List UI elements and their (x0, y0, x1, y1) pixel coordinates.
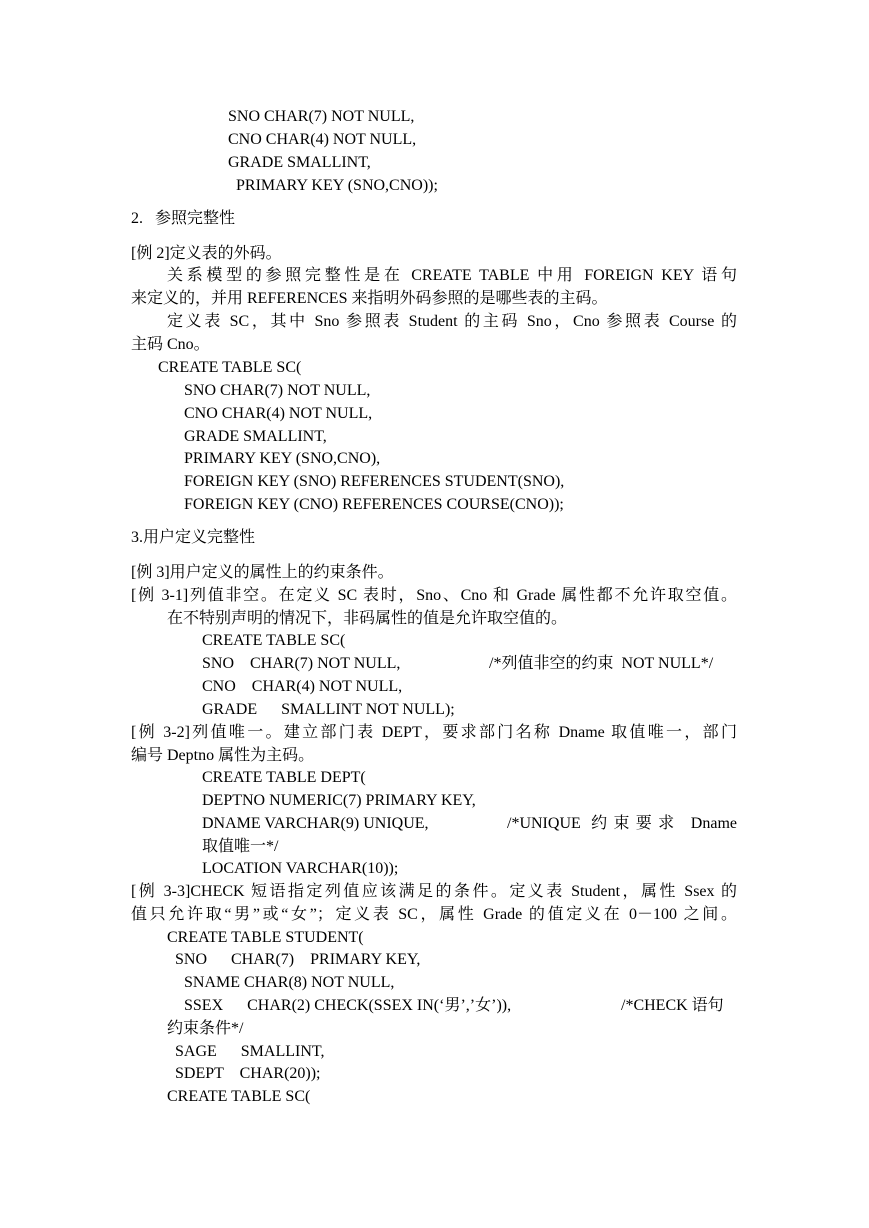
paragraph-line: 值只允许取“男”或“女”；定义表 SC，属性 Grade 的值定义在 0－100 之间。 (131, 906, 737, 923)
code-line: SNO CHAR(7) NOT NULL, (202, 655, 401, 672)
code-comment: /*CHECK 语句 (621, 997, 724, 1014)
code-line: CREATE TABLE DEPT( (202, 769, 366, 786)
code-line: CREATE TABLE SC( (167, 1088, 311, 1105)
code-line: GRADE SMALLINT NOT NULL); (202, 701, 455, 718)
code-line: DNAME VARCHAR(9) UNIQUE, (202, 815, 429, 832)
code-line: DEPTNO NUMERIC(7) PRIMARY KEY, (202, 792, 476, 809)
paragraph-line: 定义表 SC，其中 Sno 参照表 Student 的主码 Sno，Cno 参照表 Course 的 (167, 313, 737, 330)
code-line: GRADE SMALLINT, (228, 154, 371, 171)
code-line: FOREIGN KEY (SNO) REFERENCES STUDENT(SNO), (184, 473, 565, 490)
paragraph-line: 主码 Cno。 (131, 336, 210, 353)
code-line: SNAME CHAR(8) NOT NULL, (184, 974, 395, 991)
code-line: SSEX CHAR(2) CHECK(SSEX IN(‘男’,’女’)), (184, 997, 512, 1014)
paragraph-line: [例 3-1]列值非空。在定义 SC 表时，Sno、Cno 和 Grade 属性都不允许取空值。 (131, 587, 737, 604)
paragraph-line: 来定义的，并用 REFERENCES 来指明外码参照的是哪些表的主码。 (131, 290, 608, 307)
paragraph-line: 在不特别声明的情况下，非码属性的值是允许取空值的。 (167, 610, 568, 627)
code-line: 约束条件*/ (167, 1020, 244, 1037)
code-line: CNO CHAR(4) NOT NULL, (228, 131, 417, 148)
code-comment: /*列值非空的约束 NOT NULL*/ (489, 655, 714, 672)
code-line: CNO CHAR(4) NOT NULL, (184, 405, 373, 422)
paragraph-line: [例 3-3]CHECK 短语指定列值应该满足的条件。定义表 Student，属性 Ssex 的 (131, 883, 737, 900)
code-line: LOCATION VARCHAR(10)); (202, 860, 399, 877)
code-line: PRIMARY KEY (SNO,CNO)); (228, 177, 438, 194)
code-line: 取值唯一*/ (202, 838, 279, 855)
code-line: CREATE TABLE STUDENT( (167, 929, 364, 946)
code-line: SAGE SMALLINT, (175, 1043, 325, 1060)
example-title: [例 2]定义表的外码。 (131, 245, 282, 262)
code-line: PRIMARY KEY (SNO,CNO), (184, 450, 381, 467)
example-title: [例 3]用户定义的属性上的约束条件。 (131, 564, 394, 581)
paragraph-line: [例 3-2]列值唯一。建立部门表 DEPT，要求部门名称 Dname 取值唯一，部门 (131, 724, 737, 741)
paragraph-line: 关系模型的参照完整性是在 CREATE TABLE 中用 FOREIGN KEY 语句 (167, 267, 737, 284)
section-heading: 3.用户定义完整性 (131, 529, 256, 546)
code-line: SNO CHAR(7) NOT NULL, (184, 382, 371, 399)
paragraph-line: 编号 Deptno 属性为主码。 (131, 747, 315, 764)
section-heading: 2. 参照完整性 (131, 210, 236, 227)
code-comment: /*UNIQUE 约束要求 Dname (507, 815, 737, 832)
code-line: FOREIGN KEY (CNO) REFERENCES COURSE(CNO)); (184, 496, 564, 513)
code-line: SDEPT CHAR(20)); (175, 1065, 321, 1082)
code-line: SNO CHAR(7) PRIMARY KEY, (175, 951, 421, 968)
code-line: GRADE SMALLINT, (184, 428, 327, 445)
code-line: CREATE TABLE SC( (158, 359, 302, 376)
code-line: CNO CHAR(4) NOT NULL, (202, 678, 403, 695)
code-line: SNO CHAR(7) NOT NULL, (228, 108, 415, 125)
code-line: CREATE TABLE SC( (202, 632, 346, 649)
